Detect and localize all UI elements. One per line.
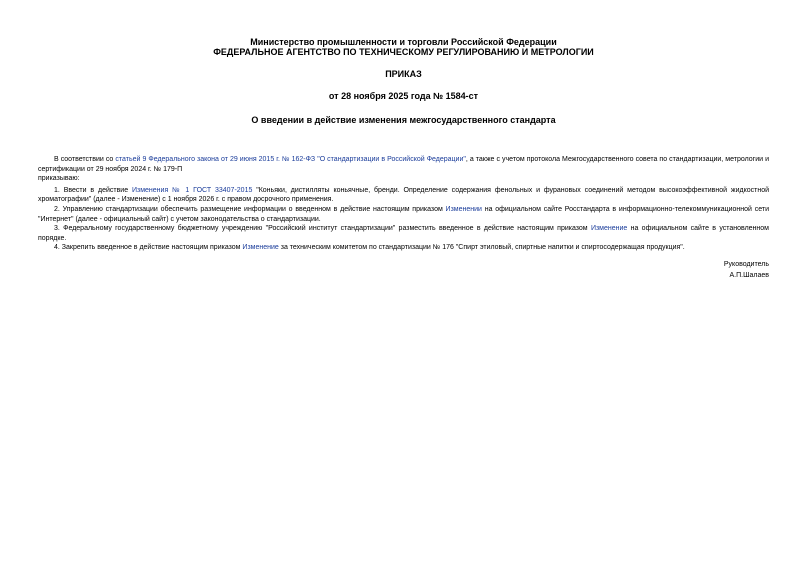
- item-1-text-1: 1. Ввести в действие: [54, 186, 132, 194]
- item-1-paragraph: [38, 186, 769, 205]
- item-2-text-1: 2. Управлению стандартизации обеспечить размещение информации о введенном в действие настоящим приказом: [54, 205, 446, 213]
- agency-name: ФЕДЕРАЛЬНОЕ АГЕНТСТВО ПО ТЕХНИЧЕСКОМУ РЕГУЛИРОВАНИЮ И МЕТРОЛОГИИ: [213, 47, 594, 57]
- signatory-name: А.П.Шалаев: [729, 272, 769, 279]
- ministry-name: Министерство промышленности и торговли Российской Федерации: [250, 37, 557, 47]
- item-4-text-1: 4. Закрепить введенное в действие настоящим приказом: [54, 244, 243, 252]
- document-type: ПРИКАЗ: [385, 69, 422, 79]
- preamble-text-2: , а также с учетом протокола Межгосударственного совета по стандартизации, метрологии и сертификации от 29 ноября 2024 г. № 179-П: [38, 156, 769, 173]
- federal-law-link[interactable]: статьей 9 Федерального закона от 29 июня 2015 г. № 162-ФЗ "О стандартизации в Российской Федерации": [115, 156, 466, 163]
- item-1-text-2: "Коньяки, дистилляты коньячные, бренди. Определение содержания фенольных и фурановых соединений методом высокоэффективной жидкостной хроматографии" (далее - Изменение) с 1 ноября 2026 г. с правом досрочного применения.: [38, 186, 769, 204]
- amendment-link-item-2[interactable]: Изменении: [445, 205, 482, 213]
- document-body: [38, 155, 769, 253]
- signatory-title: Руководитель: [723, 261, 769, 268]
- item-2-text-2: на официальном сайте Росстандарта в информационно-телекоммуникационной сети "Интернет" (далее - официальный сайт) с учетом законодательства о стандартизации.: [38, 205, 769, 223]
- item-4-paragraph: [38, 243, 769, 253]
- signature-block: [724, 259, 769, 281]
- item-2-paragraph: [38, 205, 769, 224]
- preamble-paragraph: [38, 155, 769, 174]
- item-3-text-2: на официальном сайте в установленном порядке.: [38, 225, 769, 242]
- item-3-paragraph: [38, 224, 769, 243]
- preamble-text-1: В соответствии со: [54, 156, 116, 163]
- amendment-gost-link[interactable]: Изменения № 1 ГОСТ 33407-2015: [131, 186, 253, 194]
- order-word: приказываю:: [38, 175, 80, 183]
- item-3-text-1: 3. Федеральному государственному бюджетному учреждению "Российский институт стандартизации" разместить введенное в действие настоящим приказом: [54, 225, 591, 233]
- amendment-link-item-3[interactable]: Изменение: [590, 225, 628, 233]
- document-date-number: от 28 ноября 2025 года № 1584-ст: [328, 91, 479, 101]
- item-4-text-2: за техническим комитетом по стандартизации № 176 "Спирт этиловый, спиртные напитки и спиртосодержащая продукция".: [278, 244, 685, 252]
- amendment-link-item-4[interactable]: Изменение: [242, 244, 279, 252]
- document-subject: О введении в действие изменения межгосударственного стандарта: [251, 115, 556, 125]
